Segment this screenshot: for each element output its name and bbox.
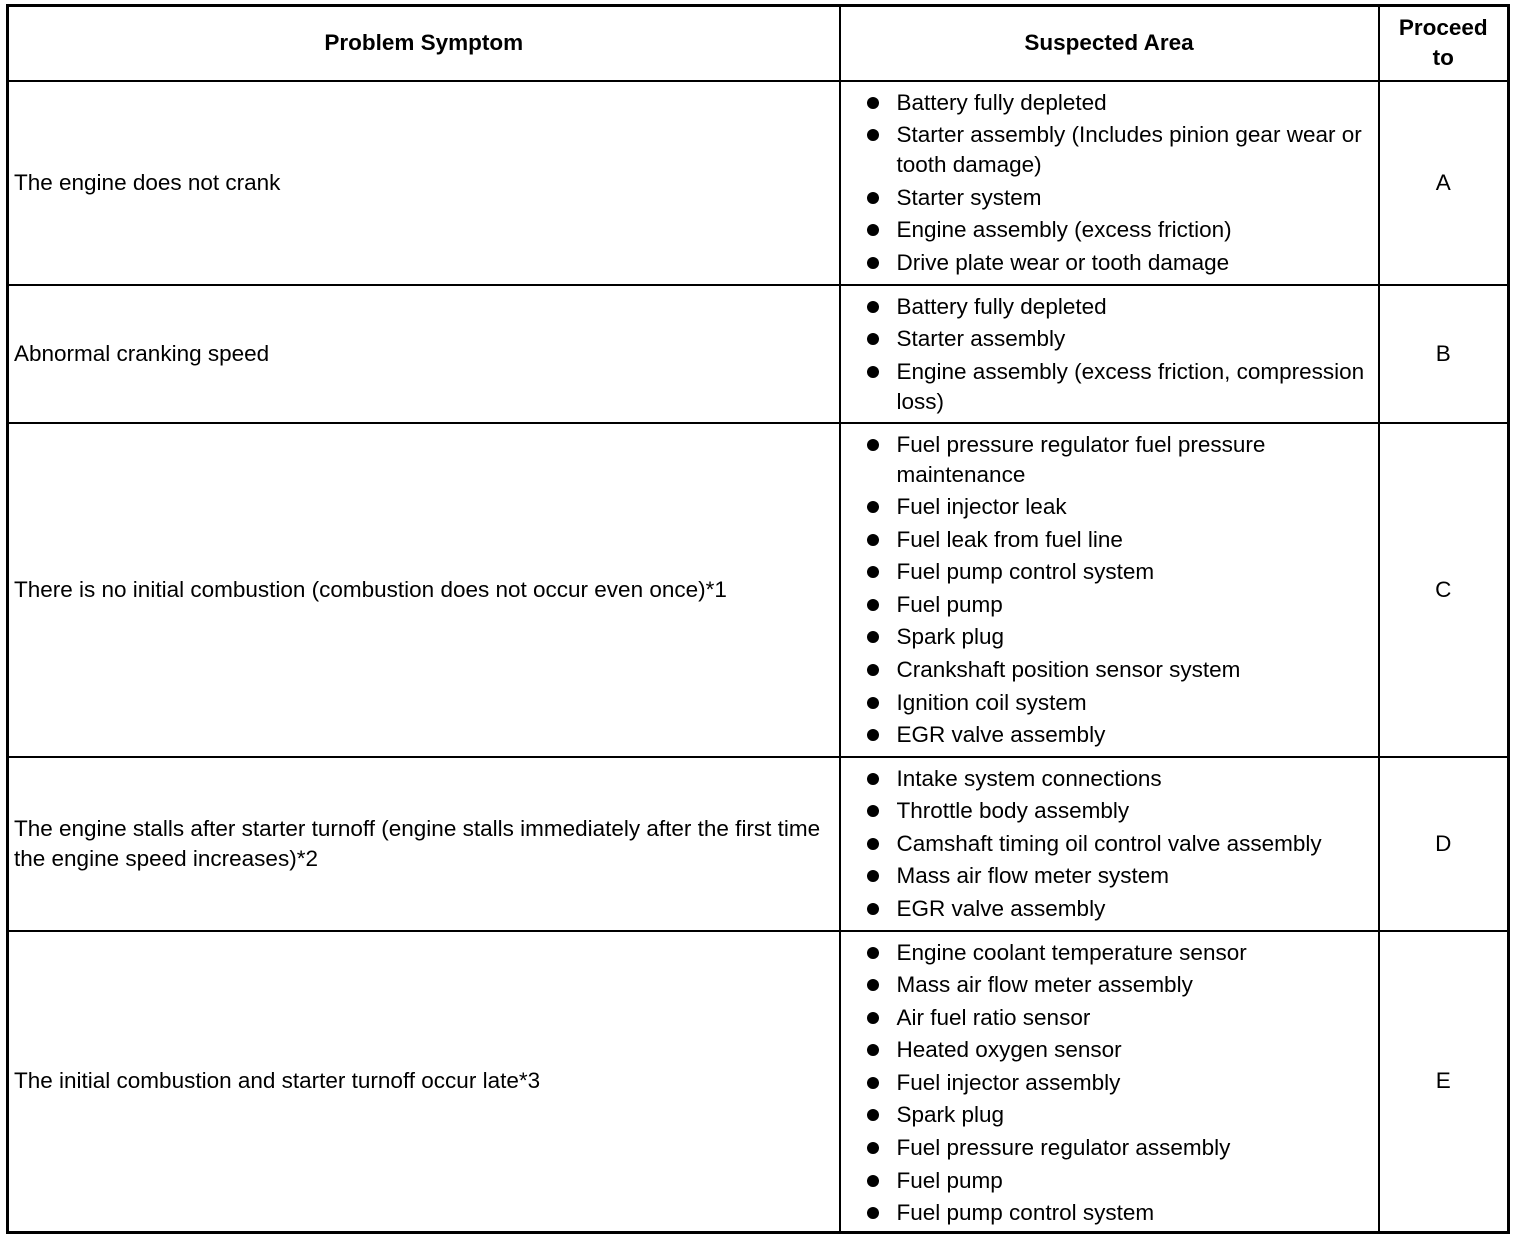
troubleshooting-table (6, 4, 1510, 1234)
list-item (865, 248, 1372, 278)
suspected-area-text: Spark plug (896, 1102, 1005, 1128)
table-row (8, 285, 1509, 423)
suspected-area-text: Starter assembly (Includes pinion gear wear or tooth damage) (896, 122, 1362, 178)
list-item (865, 357, 1372, 417)
bullet-icon (867, 697, 879, 709)
header-problem-symptom: Problem Symptom (8, 6, 840, 81)
table-body (8, 81, 1509, 1233)
bullet-icon (867, 1142, 879, 1154)
list-item (865, 557, 1372, 587)
problem-symptom-cell: The engine stalls after starter turnoff (engine stalls immediately after the first time the engine speed increases)*2 (8, 757, 840, 931)
table-row (8, 423, 1509, 757)
suspected-area-list (865, 938, 1372, 1229)
bullet-icon (867, 1109, 879, 1121)
list-item (865, 183, 1372, 213)
bullet-icon (867, 501, 879, 513)
suspected-area-cell (840, 81, 1379, 285)
list-item (865, 796, 1372, 826)
suspected-area-text: EGR valve assembly (896, 895, 1106, 921)
suspected-area-text: Mass air flow meter system (896, 863, 1170, 889)
header-suspected-area: Suspected Area (840, 6, 1379, 81)
problem-symptom-cell: Abnormal cranking speed (8, 285, 840, 423)
suspected-area-text: Drive plate wear or tooth damage (896, 249, 1230, 275)
suspected-area-list (865, 430, 1372, 751)
bullet-icon (867, 729, 879, 741)
bullet-icon (867, 301, 879, 313)
suspected-area-text: Fuel pump (896, 1167, 1003, 1193)
bullet-icon (867, 1012, 879, 1024)
bullet-icon (867, 773, 879, 785)
bullet-icon (867, 534, 879, 546)
suspected-area-list (865, 88, 1372, 278)
list-item (865, 861, 1372, 891)
list-item (865, 1198, 1372, 1228)
suspected-area-cell (840, 757, 1379, 931)
suspected-area-text: Camshaft timing oil control valve assembly (896, 830, 1322, 856)
list-item (865, 590, 1372, 620)
bullet-icon (867, 566, 879, 578)
bullet-icon (867, 979, 879, 991)
suspected-area-text: Fuel pressure regulator fuel pressure maintenance (896, 431, 1266, 487)
bullet-icon (867, 366, 879, 378)
bullet-icon (867, 257, 879, 269)
suspected-area-text: EGR valve assembly (896, 722, 1106, 748)
suspected-area-text: Battery fully depleted (896, 293, 1107, 319)
suspected-area-text: Engine assembly (excess friction) (896, 217, 1232, 243)
bullet-icon (867, 599, 879, 611)
suspected-area-text: Fuel leak from fuel line (896, 526, 1123, 552)
table-row (8, 931, 1509, 1233)
list-item (865, 1068, 1372, 1098)
suspected-area-text: Fuel pressure regulator assembly (896, 1135, 1231, 1161)
problem-symptom-cell: There is no initial combustion (combustion does not occur even once)*1 (8, 423, 840, 757)
list-item (865, 88, 1372, 118)
suspected-area-text: Engine assembly (excess friction, compression loss) (896, 358, 1365, 414)
table-row (8, 757, 1509, 931)
list-item (865, 688, 1372, 718)
list-item (865, 215, 1372, 245)
list-item (865, 1100, 1372, 1130)
bullet-icon (867, 333, 879, 345)
list-item (865, 1035, 1372, 1065)
suspected-area-cell (840, 285, 1379, 423)
suspected-area-text: Mass air flow meter assembly (896, 972, 1193, 998)
bullet-icon (867, 97, 879, 109)
bullet-icon (867, 1044, 879, 1056)
list-item (865, 938, 1372, 968)
suspected-area-cell (840, 931, 1379, 1233)
list-item (865, 829, 1372, 859)
bullet-icon (867, 439, 879, 451)
suspected-area-text: Air fuel ratio sensor (896, 1004, 1091, 1030)
bullet-icon (867, 838, 879, 850)
list-item (865, 525, 1372, 555)
suspected-area-list (865, 764, 1372, 924)
suspected-area-list (865, 292, 1372, 417)
bullet-icon (867, 947, 879, 959)
list-item (865, 120, 1372, 180)
suspected-area-text: Starter assembly (896, 326, 1066, 352)
suspected-area-text: Fuel injector assembly (896, 1069, 1121, 1095)
bullet-icon (867, 224, 879, 236)
list-item (865, 1166, 1372, 1196)
table-row (8, 81, 1509, 285)
suspected-area-text: Throttle body assembly (896, 798, 1130, 824)
list-item (865, 764, 1372, 794)
suspected-area-text: Ignition coil system (896, 689, 1087, 715)
suspected-area-text: Spark plug (896, 624, 1005, 650)
bullet-icon (867, 664, 879, 676)
header-row (8, 6, 1509, 81)
suspected-area-text: Fuel pump control system (896, 559, 1155, 585)
suspected-area-text: Fuel pump control system (896, 1200, 1155, 1226)
list-item (865, 720, 1372, 750)
list-item (865, 655, 1372, 685)
problem-symptom-cell: The initial combustion and starter turnoff occur late*3 (8, 931, 840, 1233)
proceed-to-cell: B (1379, 285, 1509, 423)
bullet-icon (867, 870, 879, 882)
suspected-area-text: Fuel pump (896, 591, 1003, 617)
bullet-icon (867, 903, 879, 915)
suspected-area-text: Engine coolant temperature sensor (896, 939, 1247, 965)
suspected-area-cell (840, 423, 1379, 757)
problem-symptom-cell: The engine does not crank (8, 81, 840, 285)
list-item (865, 1133, 1372, 1163)
suspected-area-text: Heated oxygen sensor (896, 1037, 1122, 1063)
bullet-icon (867, 1175, 879, 1187)
suspected-area-text: Intake system connections (896, 765, 1162, 791)
bullet-icon (867, 129, 879, 141)
proceed-to-cell: E (1379, 931, 1509, 1233)
list-item (865, 492, 1372, 522)
proceed-to-cell: C (1379, 423, 1509, 757)
list-item (865, 430, 1372, 490)
bullet-icon (867, 805, 879, 817)
bullet-icon (867, 192, 879, 204)
bullet-icon (867, 1207, 879, 1219)
suspected-area-text: Battery fully depleted (896, 89, 1107, 115)
list-item (865, 894, 1372, 924)
bullet-icon (867, 1077, 879, 1089)
suspected-area-text: Starter system (896, 184, 1042, 210)
proceed-to-cell: A (1379, 81, 1509, 285)
bullet-icon (867, 631, 879, 643)
list-item (865, 324, 1372, 354)
suspected-area-text: Crankshaft position sensor system (896, 657, 1241, 683)
list-item (865, 1003, 1372, 1033)
header-proceed-to: Proceed to (1379, 6, 1509, 81)
suspected-area-text: Fuel injector leak (896, 494, 1067, 520)
list-item (865, 292, 1372, 322)
proceed-to-cell: D (1379, 757, 1509, 931)
list-item (865, 970, 1372, 1000)
list-item (865, 622, 1372, 652)
